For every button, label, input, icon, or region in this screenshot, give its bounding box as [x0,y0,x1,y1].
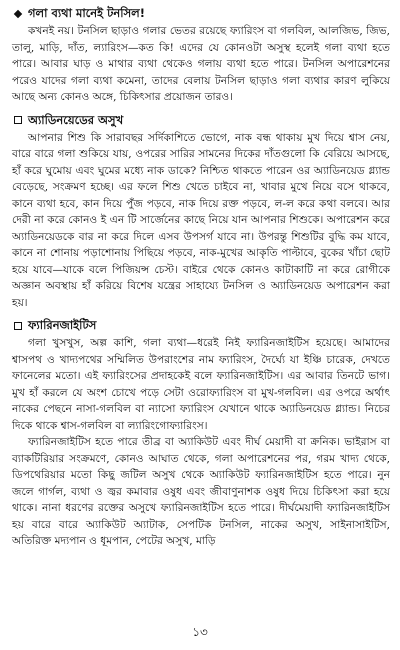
heading-text: গলা ব্যথা মানেই টনসিল! [28,6,145,20]
paragraph: আপনার শিশু কি সারাবছর সর্দিকাশিতে ভোগে, নাক বন্ধ থাকায় মুখ দিয়ে শ্বাস নেয়, বারে বারে গলা শুকিয়ে যায়, ওপরের সারির সামনের দিকের দাঁতগুলো কি বেরিয়ে আসছে, হাঁ করে ঘুমোয় এবং ঘুমের মধ্যে নাক ডাকে? নিশ্চিত থাকতে পারেন ওর অ্যাডিনয়েড গ্ল্যান্ড বেড়েছে, সংক্রমণ হচ্ছে। এর ফলে শিশু খেতে চাইবে না, খাবার মুখে নিয়ে বসে থাকবে, কানে ব্যথা হবে, কান দিয়ে পুঁজ পড়বে, নাক দিয়ে রক্ত পড়বে, ল-ল করে কথা বলবে। আর দেরী না করে কোনও ই এন টি সার্জেনের কাছে নিয়ে যান আপনার শিশুকে। অপারেশন করে অ্যাডিনয়েডকে বার না করে দিলে এসব উপসর্গ যাবে না। উপরন্তু শিশুটির বুদ্ধি কম যাবে, কানে না শোনায় পড়াশোনায় পিছিয়ে পড়বে, নাক-মুখের আকৃতি পাল্টাবে, বুকের খাঁচা ছোট হয়ে যাবে—যাকে বলে পিজিয়ন্স চেস্ট। বাইরে থেকে কোনও কাটাকাটি না করে রোগীকে অজ্ঞান অবস্থায় হাঁ করিয়ে বিশেষ যন্ত্রের সাহায্যে টনসিল ও অ্যাডিনয়েড অপারেশন করা হয়। [12,131,390,309]
checkbox-bullet-icon [14,116,22,124]
section-heading [12,6,390,21]
heading-text: অ্যাডিনয়েডের অসুখ [28,112,124,127]
section-pharyngitis [12,318,390,550]
paragraph: কখনই নয়। টনসিল ছাড়াও গলার ভেতর রয়েছে ফ্যারিংস বা গলবিল, আলজিভ, জিভ, তালু, মাড়ি, দাঁত, ল্যারিংস—কত কি! এদের যে কোনওটা অসুস্থ হলেই গলা ব্যথা হতে পারে। আবার ঘাড় ও মাথার ব্যথা থেকেও গলায় ব্যথা হতে পারে। টনসিল অপারেশনের পরেও যাদের গলা ব্যথা কমেনা, তাদের বেলায় টনসিল ছাড়াও গলা ব্যথার কারণ লুকিয়ে আছে অন্য কোনও অঙ্গে, চিকিৎসার প্রয়োজন তারও। [12,25,390,103]
section-heading [12,113,390,128]
paragraph: ফ্যারিনজাইটিস হতে পারে তীব্র বা অ্যাকিউট এবং দীর্ঘ মেয়াদী বা ক্রনিক। ভাইরাস বা ব্যাকটিরিয়ার সংক্রমণে, কোনও আঘাত থেকে, গলা অপারেশনের পর, গরম খাদ্য থেকে, ডিপথেরিয়ার মতো কিছু জটিল অসুখ থেকে অ্যাকিউট ফ্যারিনজাইটিস হতে পারে। নুন জলে গার্গল, ব্যথা ও জ্বর কমাবার ওষুধ এবং জীবাণুনাশক ওষুধ দিয়ে চিকিৎসা করা হয়ে থাকে। নানা ধরণের রক্তের অসুখে ফ্যারিনজাইটিস হতে পারে। দীর্ঘমেয়াদী ফ্যারিনজাইটিস হয় বারে বারে অ্যাকিউট অ্যাটাক, সেপটিক টনসিল, নাকের অসুখ, সাইনাসাইটিস, অতিরিক্ত মদ্যপান ও ধূমপান, পেটের অসুখ, মাড়ি [12,436,390,547]
section-tonsil [12,6,390,106]
diamond-bullet-icon [14,9,22,17]
checkbox-bullet-icon [14,322,22,330]
section-adenoid [12,113,390,312]
heading-text: ফ্যারিনজাইটিস [28,318,97,332]
section-heading [12,318,390,333]
paragraph: গলা খুসখুস, অল্প কাশি, গলা ব্যথা—ধরেই নিই ফ্যারিনজাইটিস হয়েছে। আমাদের শ্বাসপথ ও খাদ্যপথের সম্মিলিত উপরাংশের নাম ফ্যারিংস, দৈর্ঘ্যে যা ইঞ্চি চারেক, দেখতে ফানেলের মতো। এই ফ্যারিংসের প্রদাহকেই বলে ফ্যারিনজাইটিস। এর আবার তিনটে ভাগ। মুখ হাঁ করলে যে অংশ চোখে পড়ে সেটা ওরোফ্যারিংস বা মুখ-গলবিল। এর ওপরে অর্থাৎ নাকের পেছনে নাসা-গলবিল বা ন্যাসো ফ্যারিংস যেখানে থাকে অ্যাডিনয়েড গ্ল্যান্ড। নিচের দিকে থাকে শ্বাস-গলবিল বা ল্যারিংগোফ্যারিংস। [12,337,390,432]
page-number: ১৩ [192,625,208,639]
